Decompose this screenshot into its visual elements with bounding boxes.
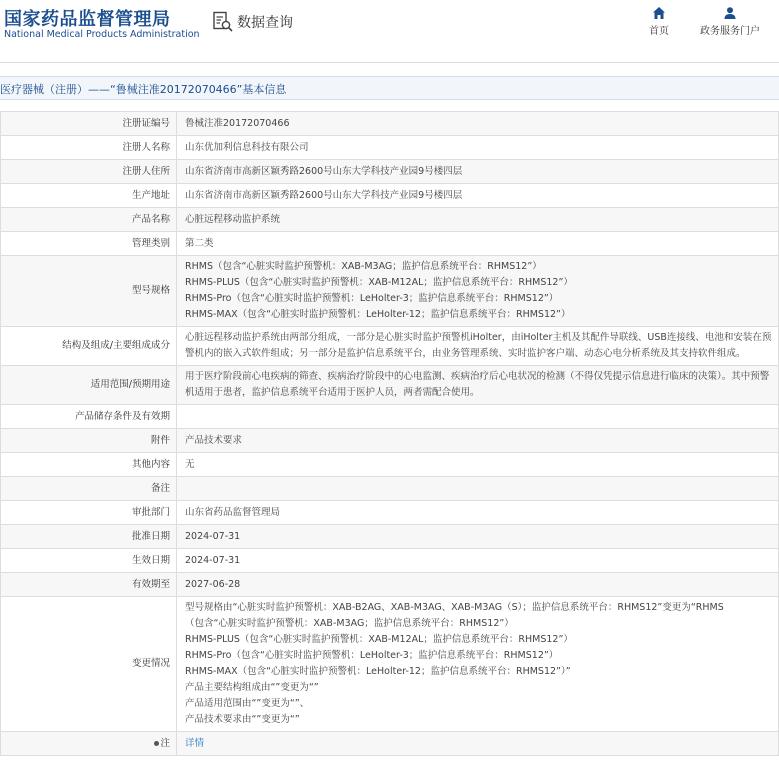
model-line: RHMS-Pro（包含“心脏实时监护预警机：LeHolter-3；监护信息系统平台：RHMS12”） [185, 293, 559, 304]
table-row [1, 597, 779, 732]
row-value: 鲁械注准20172070466 [177, 112, 779, 136]
row-value [177, 256, 779, 327]
table-row [1, 405, 779, 429]
row-label: 型号规格 [1, 256, 177, 327]
table-row [1, 232, 779, 256]
document-search-icon [212, 11, 234, 33]
row-label: 有效期至 [1, 573, 177, 597]
model-line: RHMS-PLUS（包含“心脏实时监护预警机：XAB-M12AL；监护信息系统平台：RHMS12”） [185, 277, 573, 288]
table-row [1, 112, 779, 136]
row-value: 山东省济南市高新区颖秀路2600号山东大学科技产业园9号楼四层 [177, 160, 779, 184]
table-row [1, 256, 779, 327]
change-line: RHMS-PLUS（包含“心脏实时监护预警机：XAB-M12AL；监护信息系统平台：RHMS12”） [185, 634, 573, 645]
breadcrumb: 医疗器械（注册）——“鲁械注准20172070466”基本信息 [0, 83, 287, 96]
row-value: 2024-07-31 [177, 549, 779, 573]
table-row [1, 184, 779, 208]
row-value: 用于医疗阶段前心电疾病的筛查、疾病治疗阶段中的心电监测、疾病治疗后心电状况的检测（不得仅凭提示信息进行临床的决策）。其中预警机适用于患者，监护信息系统平台适用于医护人员，两者需配合使用。 [177, 366, 779, 405]
data-query-title: 数据查询 [237, 15, 293, 31]
row-label: 生产地址 [1, 184, 177, 208]
detail-link[interactable]: 详情 [185, 737, 205, 749]
row-value: 山东省济南市高新区颖秀路2600号山东大学科技产业园9号楼四层 [177, 184, 779, 208]
row-label: 审批部门 [1, 501, 177, 525]
detail-table [0, 111, 779, 756]
table-row [1, 366, 779, 405]
table-row [1, 525, 779, 549]
row-value [177, 597, 779, 732]
change-line: 产品适用范围由“”变更为“”、 [185, 698, 310, 709]
row-label: 批准日期 [1, 525, 177, 549]
change-line: RHMS-MAX（包含“心脏实时监护预警机：LeHolter-12；监护信息系统平台：RHMS12”）” [185, 666, 571, 677]
header-divider [0, 62, 779, 63]
row-value: 无 [177, 453, 779, 477]
row-value: 山东省药品监督管理局 [177, 501, 779, 525]
row-value: 心脏远程移动监护系统 [177, 208, 779, 232]
table-row [1, 732, 779, 756]
row-value: 第二类 [177, 232, 779, 256]
change-line: 产品主要结构组成由“”变更为“” [185, 682, 319, 693]
row-label: 产品储存条件及有效期 [1, 405, 177, 429]
table-row [1, 573, 779, 597]
row-label: 管理类别 [1, 232, 177, 256]
change-line: 产品技术要求由“”变更为“” [185, 714, 300, 725]
nav-gov-service[interactable] [698, 6, 762, 37]
table-row [1, 160, 779, 184]
change-line: （包含“心脏实时监护预警机：XAB-M3AG；监护信息系统平台：RHMS12”） [185, 618, 514, 629]
site-header [0, 0, 779, 62]
row-label: 备注 [1, 477, 177, 501]
site-logo-english[interactable]: National Medical Products Administration [4, 29, 200, 40]
table-row [1, 208, 779, 232]
row-label: 注册证编号 [1, 112, 177, 136]
row-label: 结构及组成/主要组成成分 [1, 327, 177, 366]
row-label: 生效日期 [1, 549, 177, 573]
table-row [1, 429, 779, 453]
row-value [177, 732, 779, 756]
bullet-icon [154, 741, 159, 746]
table-row [1, 549, 779, 573]
change-line: 型号规格由“心脏实时监护预警机：XAB-B2AG、XAB-M3AG、XAB-M3AG（S）；监护信息系统平台：RHMS12”变更为“RHMS [185, 602, 724, 613]
row-value: 心脏远程移动监护系统由两部分组成，一部分是心脏实时监护预警机iHolter，由iHolter主机及其配件导联线、USB连接线、电池和安装在预警机内的嵌入式软件组成；另一部分是监护信息系统平台，由业务管理系统、实时监护客户端、动态心电分析系统及其支持软件组成。 [177, 327, 779, 366]
table-row [1, 453, 779, 477]
user-icon [698, 6, 762, 20]
row-label: 产品名称 [1, 208, 177, 232]
model-line: RHMS-MAX（包含“心脏实时监护预警机：LeHolter-12；监护信息系统平台：RHMS12”） [185, 309, 571, 320]
data-query-heading [212, 10, 293, 34]
table-row [1, 501, 779, 525]
row-label: 变更情况 [1, 597, 177, 732]
note-label: 注 [160, 737, 170, 749]
table-row [1, 477, 779, 501]
home-icon [644, 6, 674, 20]
nav-gov-service-label: 政务服务门户 [700, 26, 760, 37]
table-row [1, 136, 779, 160]
row-label: 适用范围/预期用途 [1, 366, 177, 405]
row-value: 山东优加利信息科技有限公司 [177, 136, 779, 160]
row-value: 2024-07-31 [177, 525, 779, 549]
site-logo-chinese[interactable]: 国家药品监督管理局 [4, 9, 171, 30]
row-value [177, 477, 779, 501]
detail-table-container [0, 111, 779, 784]
row-value [177, 405, 779, 429]
table-row [1, 327, 779, 366]
row-label: 其他内容 [1, 453, 177, 477]
nav-home[interactable] [644, 6, 674, 37]
row-label: 注册人住所 [1, 160, 177, 184]
model-line: RHMS（包含“心脏实时监护预警机：XAB-M3AG；监护信息系统平台：RHMS12”） [185, 261, 542, 272]
row-label: 注册人名称 [1, 136, 177, 160]
breadcrumb-bar [0, 76, 779, 100]
row-value: 2027-06-28 [177, 573, 779, 597]
row-label-note [1, 732, 177, 756]
nav-home-label: 首页 [649, 26, 669, 37]
change-line: RHMS-Pro（包含“心脏实时监护预警机：LeHolter-3；监护信息系统平台：RHMS12”） [185, 650, 559, 661]
row-label: 附件 [1, 429, 177, 453]
row-value: 产品技术要求 [177, 429, 779, 453]
